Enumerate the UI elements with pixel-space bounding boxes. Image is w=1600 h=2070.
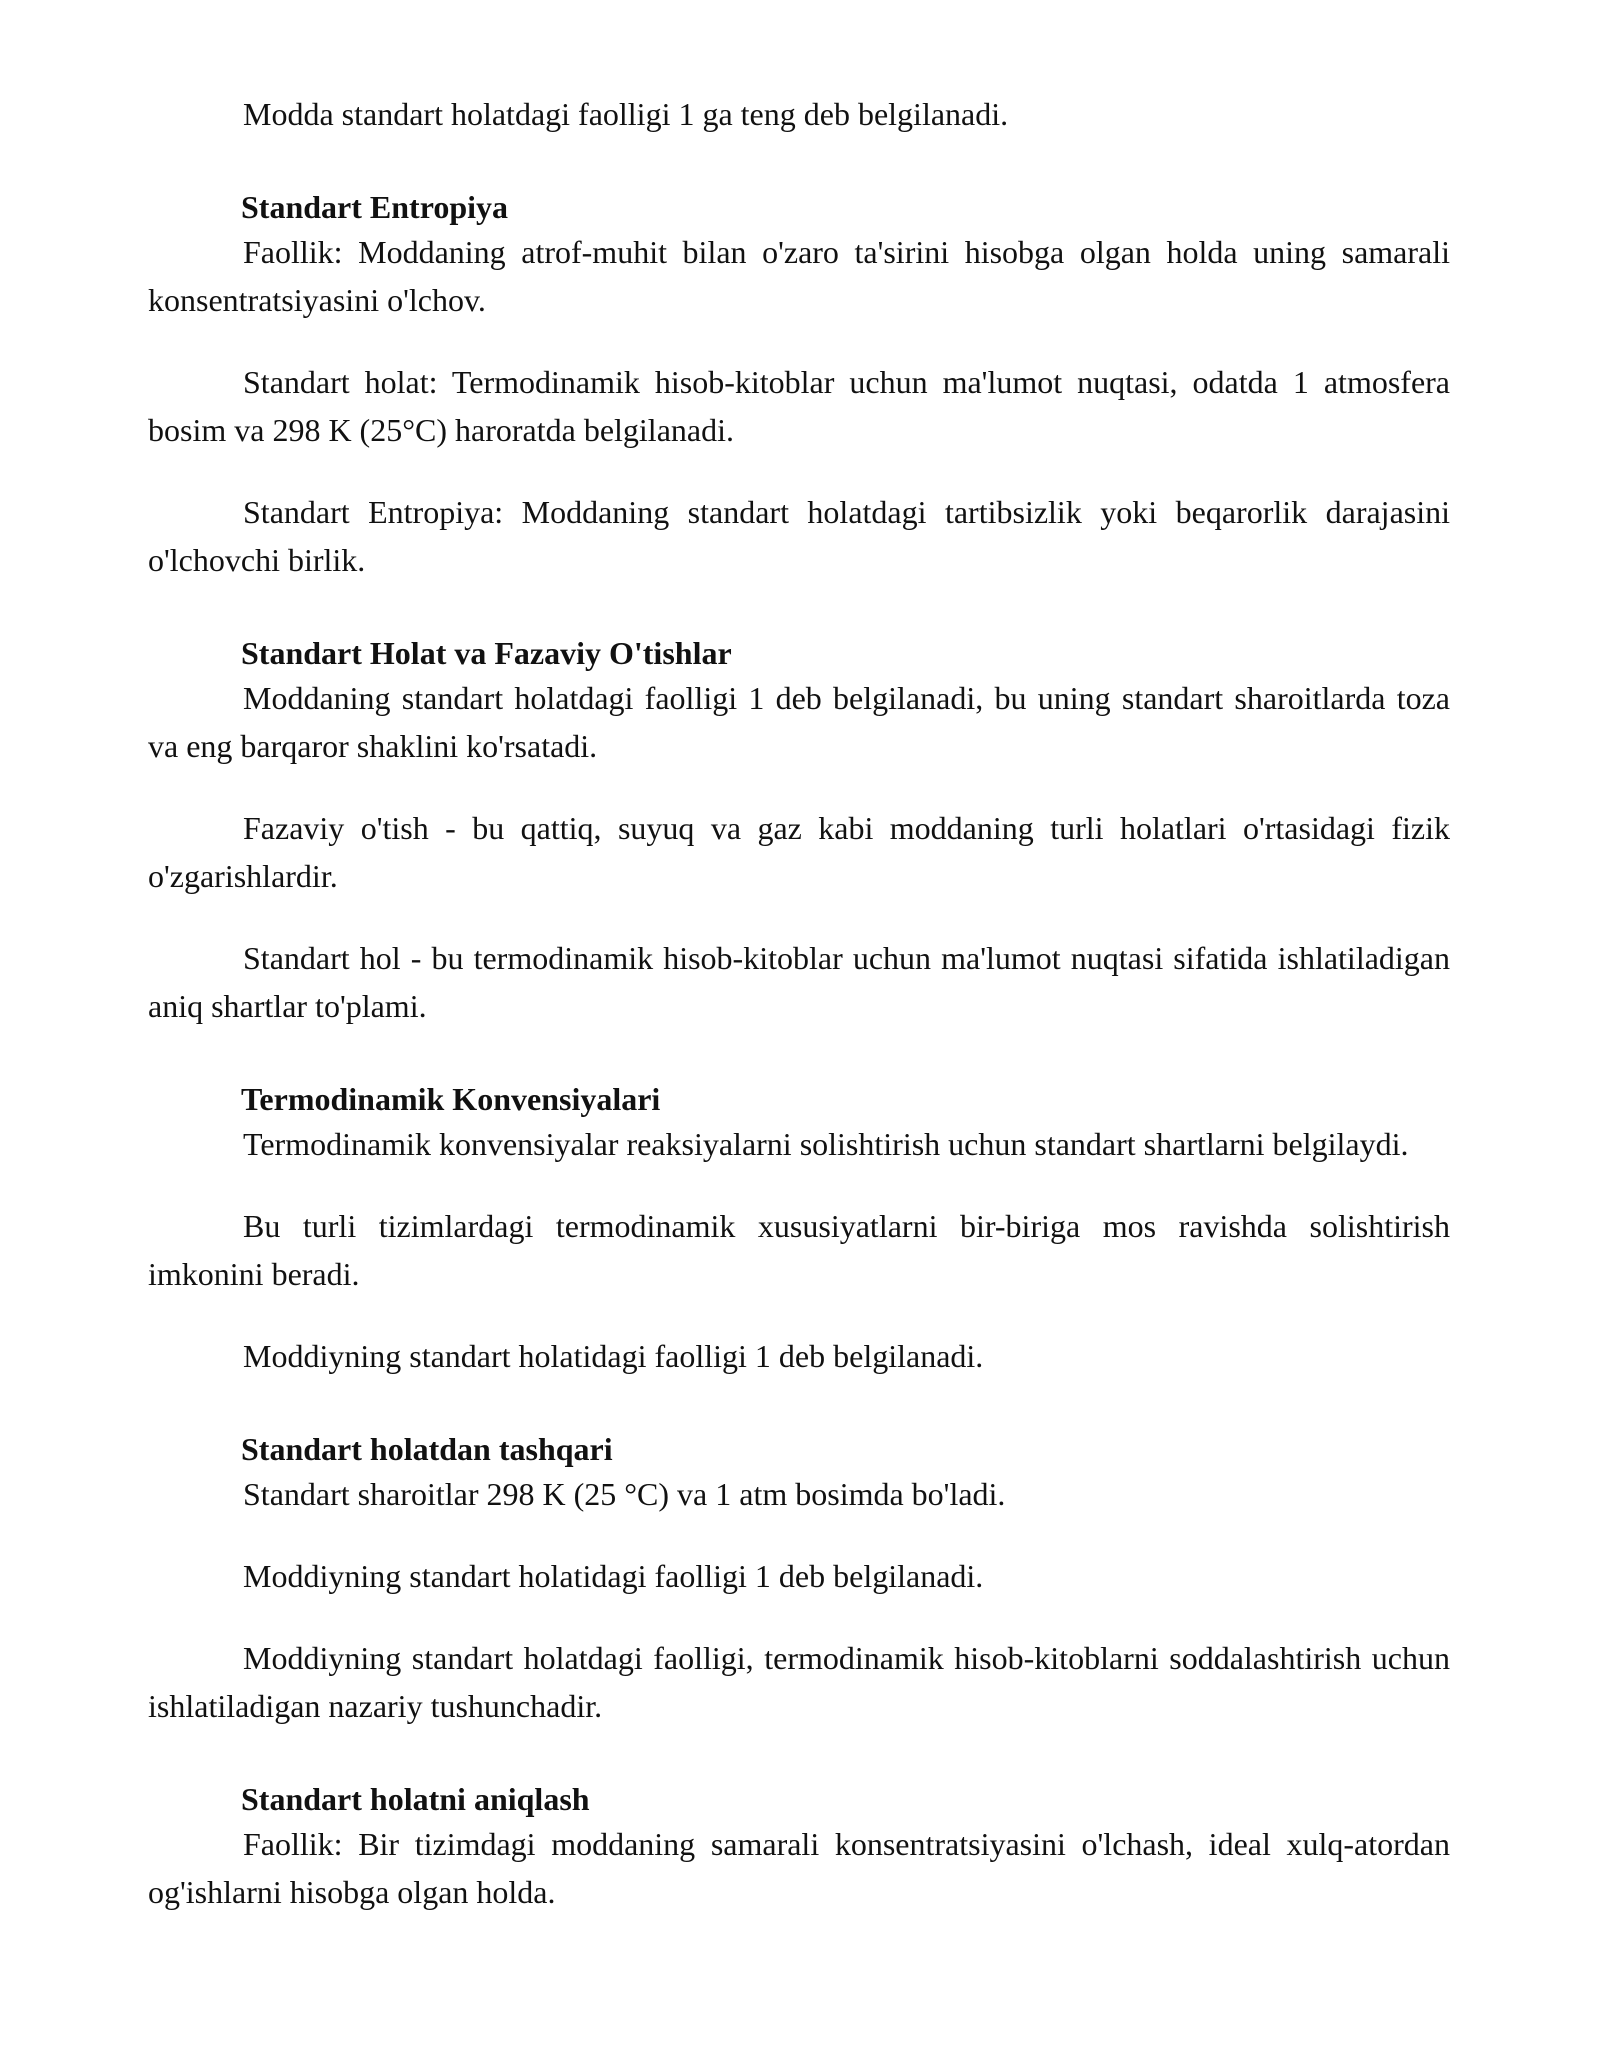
paragraph: Standart hol - bu termodinamik hisob-kitoblar uchun ma'lumot nuqtasi sifatida ishlatiladigan aniq shartlar to'plami.: [148, 940, 1450, 1024]
section-heading: Standart holatdan tashqari: [241, 1431, 613, 1467]
intro-paragraph: Modda standart holatdagi faolligi 1 ga teng deb belgilanadi.: [243, 96, 1009, 132]
paragraph: Faollik: Bir tizimdagi moddaning samarali konsentratsiyasini o'lchash, ideal xulq-atordan og'ishlarni hisobga olgan holda.: [148, 1826, 1450, 1910]
paragraph: Standart holat: Termodinamik hisob-kitoblar uchun ma'lumot nuqtasi, odatda 1 atmosfera bosim va 298 K (25°C) haroratda belgilanadi.: [148, 364, 1450, 448]
paragraph: Bu turli tizimlardagi termodinamik xususiyatlarni bir-biriga mos ravishda solishtirish imkonini beradi.: [148, 1208, 1450, 1292]
paragraph: Moddiyning standart holatidagi faolligi 1 deb belgilanadi.: [243, 1338, 984, 1374]
section-heading: Termodinamik Konvensiyalari: [241, 1081, 661, 1117]
paragraph: Faollik: Moddaning atrof-muhit bilan o'zaro ta'sirini hisobga olgan holda uning samarali konsentratsiyasini o'lchov.: [148, 234, 1450, 318]
paragraph: Termodinamik konvensiyalar reaksiyalarni solishtirish uchun standart shartlarni belgilaydi.: [243, 1126, 1409, 1162]
section-heading: Standart Entropiya: [241, 189, 509, 225]
paragraph: Moddaning standart holatdagi faolligi 1 deb belgilanadi, bu uning standart sharoitlarda toza va eng barqaror shaklini ko'rsatadi.: [148, 680, 1450, 764]
section-heading: Standart Holat va Fazaviy O'tishlar: [241, 635, 732, 671]
section-heading: Standart holatni aniqlash: [241, 1781, 590, 1817]
paragraph: Moddiyning standart holatdagi faolligi, termodinamik hisob-kitoblarni soddalashtirish uchun ishlatiladigan nazariy tushunchadir.: [148, 1640, 1450, 1724]
paragraph: Standart Entropiya: Moddaning standart holatdagi tartibsizlik yoki beqarorlik darajasini o'lchovchi birlik.: [148, 494, 1450, 578]
paragraph: Fazaviy o'tish - bu qattiq, suyuq va gaz kabi moddaning turli holatlari o'rtasidagi fizik o'zgarishlardir.: [148, 810, 1450, 894]
document-body: [148, 90, 1450, 1950]
paragraph: Moddiyning standart holatidagi faolligi 1 deb belgilanadi.: [243, 1558, 984, 1594]
paragraph: Standart sharoitlar 298 K (25 °C) va 1 atm bosimda bo'ladi.: [243, 1476, 1006, 1512]
